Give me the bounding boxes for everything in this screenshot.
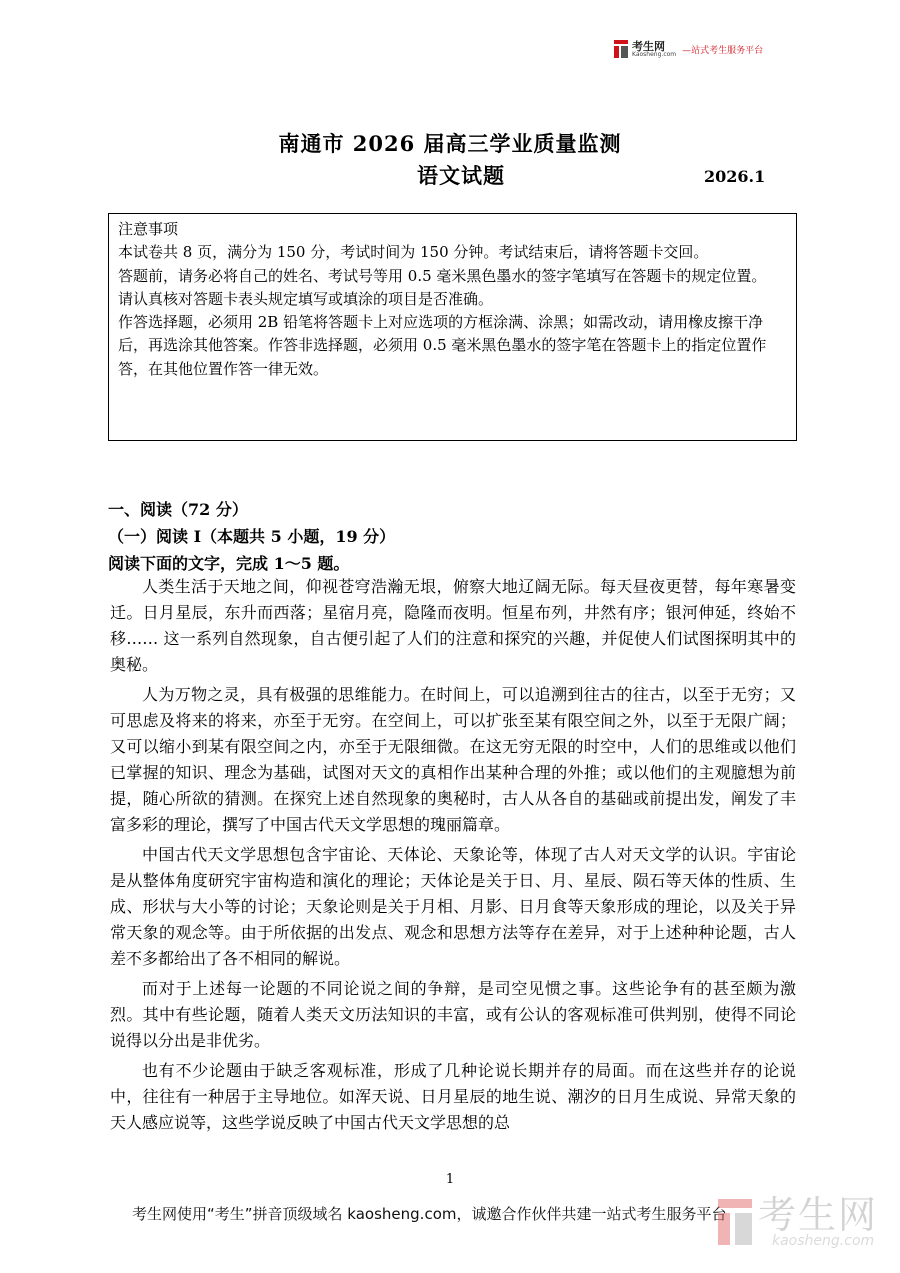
passage-paragraph: 人类生活于天地之间，仰视苍穹浩瀚无垠，俯察大地辽阔无际。每天昼夜更替，每年寒暑变迁。日月星辰，东升而西落；星宿月亮，隐隆而夜明。恒星布列，井然有序；银河伸延，终始不移…… 这一系列自然现象，自古便引起了人们的注意和探究的兴趣，并促使人们试图探明其中的奥秘。	[110, 577, 796, 674]
exam-date: 2026.1	[704, 167, 766, 186]
watermark-url: kaosheng.com	[772, 1233, 875, 1249]
logo-text	[632, 41, 676, 58]
section-heading: 一、阅读（72 分）	[108, 500, 248, 519]
notice-item: 作答选择题，必须用 2B 铅笔将答题卡上对应选项的方框涂满、涂黑；如需改动，请用橡皮擦干净后，再选涂其他答案。作答非选择题，必须用 0.5 毫米黑色墨水的签字笔在答题卡上的指定位置作答，在其他位置作答一律无效。	[118, 313, 767, 378]
notice-item: 答题前，请务必将自己的姓名、考试号等用 0.5 毫米黑色墨水的签字笔填写在答题卡的规定位置。	[118, 266, 767, 285]
exam-title: 南通市 2026 届高三学业质量监测	[278, 131, 622, 156]
logo-name: 考生网	[632, 39, 665, 53]
reading-passage	[110, 574, 796, 1140]
watermark-text	[758, 1193, 879, 1249]
watermark-name: 考生网	[758, 1193, 879, 1237]
footer-text: 考生网使用“考生”拼音顶级域名 kaosheng.com，诚邀合作伙伴共建一站式考生服务平台	[132, 1205, 727, 1223]
passage-paragraph: 也有不少论题由于缺乏客观标准，形成了几种论说长期并存的局面。而在这些并存的论说中，往往有一种居于主导地位。如浑天说、日月星辰的地生说、潮汐的日月生成说、异常天象的天人感应说等，这些学说反映了中国古代天文学思想的总	[110, 1061, 796, 1132]
passage-paragraph: 而对于上述每一论题的不同论说之间的争辩，是司空见惯之事。这些论争有的甚至颇为激烈。其中有些论题，随着人类天文历法知识的丰富，或有公认的客观标准可供判别，使得不同论说得以分出是非优劣。	[110, 979, 796, 1050]
subsection-heading: （一）阅读 Ⅰ（本题共 5 小题，19 分）	[108, 527, 396, 546]
notice-item: 本试卷共 8 页，满分为 150 分，考试时间为 150 分钟。考试结束后，请将答题卡交回。	[118, 243, 709, 262]
logo-icon	[614, 40, 628, 58]
passage-paragraph: 中国古代天文学思想包含宇宙论、天体论、天象论等，体现了古人对天文学的认识。宇宙论是从整体角度研究宇宙构造和演化的理论；天体论是关于日、月、星辰、陨石等天体的性质、生成、形状与大小等的讨论；天象论则是关于月相、月影、日月食等天象形成的理论，以及关于异常天象的观念等。由于所依据的出发点、观念和思想方法等存在差异，对于上述种种论题，古人差不多都给出了各不相同的解说。	[110, 845, 796, 968]
page-number: 1	[445, 1172, 455, 1187]
passage-paragraph: 人为万物之灵，具有极强的思维能力。在时间上，可以追溯到往古的往古，以至于无穷；又可思虑及将来的将来，亦至于无穷。在空间上，可以扩张至某有限空间之外，以至于无限广阔；又可以缩小到某有限空间之内，亦至于无限细微。在这无穷无限的时空中，人们的思维或以他们已掌握的知识、理念为基础，试图对天文的真相作出某种合理的外推；或以他们的主观臆想为前提，随心所欲的猜测。在探究上述自然现象的奥秘时，古人从各自的基础或前提出发，阐发了丰富多彩的理论，撰写了中国古代天文学思想的瑰丽篇章。	[110, 685, 796, 834]
reading-instruction: 阅读下面的文字，完成 1～5 题。	[108, 554, 350, 573]
notice-box	[108, 213, 797, 441]
logo-url: Kaosheng.com	[632, 50, 677, 58]
exam-subject: 语文试题	[417, 163, 505, 188]
logo-slogan: —站式考生服务平台	[682, 45, 764, 56]
watermark	[718, 1193, 879, 1249]
notice-heading: 注意事项	[118, 220, 179, 238]
notice-item: 请认真核对答题卡表头规定填写或填涂的项目是否准确。	[118, 289, 494, 308]
watermark-logo-icon	[718, 1199, 752, 1245]
header-logo	[614, 40, 763, 58]
